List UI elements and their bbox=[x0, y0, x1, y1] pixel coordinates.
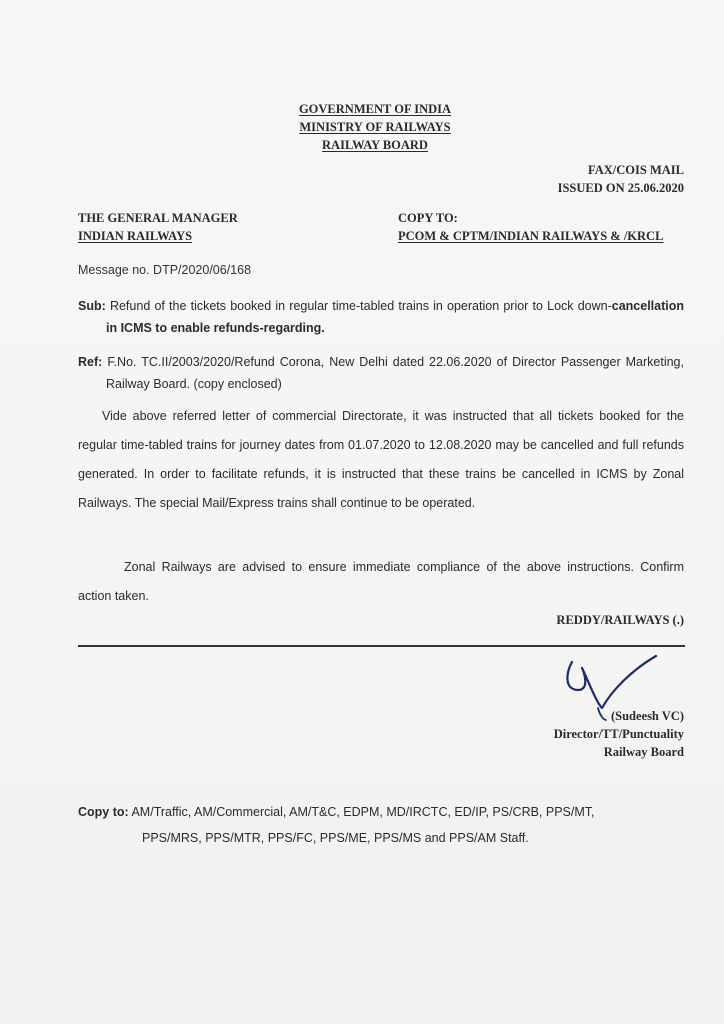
header-ministry: MINISTRY OF RAILWAYS bbox=[299, 120, 451, 134]
header-government: GOVERNMENT OF INDIA bbox=[298, 102, 452, 116]
copy-list-line2: PPS/MRS, PPS/MTR, PPS/FC, PPS/ME, PPS/MS and PPS/AM Staff. bbox=[142, 831, 529, 845]
reference-label: Ref: bbox=[78, 355, 103, 369]
addressee-line1: THE GENERAL MANAGER bbox=[78, 211, 238, 225]
header-board: RAILWAY BOARD bbox=[322, 138, 428, 152]
subject-block bbox=[78, 295, 684, 339]
body-paragraph-2: Zonal Railways are advised to ensure immediate compliance of the above instructions. Confirm action taken. bbox=[78, 560, 684, 603]
reference-block bbox=[78, 351, 684, 395]
subject-label: Sub: bbox=[78, 299, 106, 313]
addressee-line2: INDIAN RAILWAYS bbox=[78, 229, 193, 243]
signatory-name: (Sudeesh VC) bbox=[610, 709, 684, 723]
subject-bold-text: cancellation in ICMS to enable refunds-regarding. bbox=[106, 299, 684, 335]
reference-text: F.No. TC.II/2003/2020/Refund Corona, New Delhi dated 22.06.2020 of Director Passenger Marketing, Railway Board. (copy enclosed) bbox=[102, 355, 684, 391]
subject-text: Refund of the tickets booked in regular time-tabled trains in operation prior to Lock down- bbox=[105, 299, 612, 313]
copy-list-label: Copy to: bbox=[78, 805, 129, 819]
issued-date: ISSUED ON 25.06.2020 bbox=[557, 181, 684, 195]
copy-to-heading: COPY TO: bbox=[398, 211, 458, 225]
telegraphic-signature: REDDY/RAILWAYS (.) bbox=[556, 613, 684, 627]
divider-line bbox=[78, 645, 685, 647]
copy-list-text-1: AM/Traffic, AM/Commercial, AM/T&C, EDPM, MD/IRCTC, ED/IP, PS/CRB, PPS/MT, bbox=[128, 805, 595, 819]
copy-list-line1 bbox=[78, 805, 595, 819]
body-paragraph-1: Vide above referred letter of commercial Directorate, it was instructed that all tickets booked for the regular time-tabled trains for journey dates from 01.07.2020 to 12.08.2020 may be cancelled and full refunds generated. In order to facilitate refunds, it is instructed that these trains be cancelled in ICMS by Zonal Railways. The special Mail/Express trains shall continue to be operated. bbox=[78, 409, 684, 510]
signatory-designation: Director/TT/Punctuality bbox=[553, 727, 684, 741]
copy-to-recipients: PCOM & CPTM/INDIAN RAILWAYS & /KRCL bbox=[398, 229, 664, 243]
mail-type: FAX/COIS MAIL bbox=[588, 163, 684, 177]
signatory-office: Railway Board bbox=[603, 745, 684, 759]
message-number: Message no. DTP/2020/06/168 bbox=[78, 263, 252, 277]
